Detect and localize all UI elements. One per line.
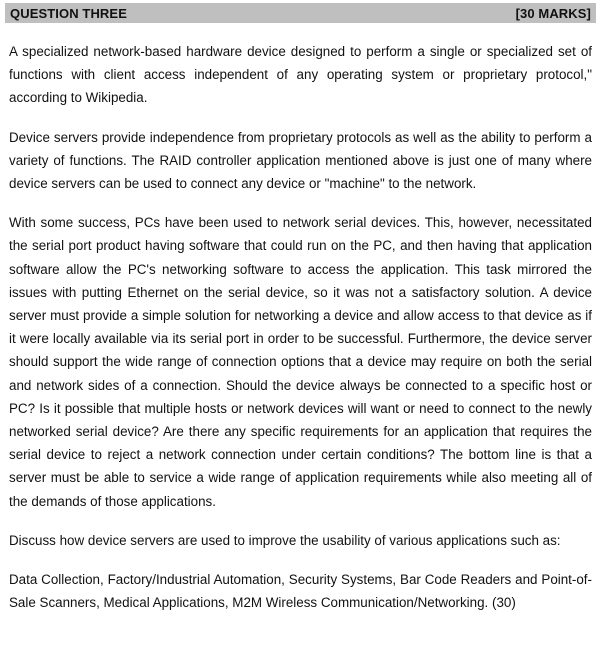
paragraph-independence: Device servers provide independence from proprietary protocols as well as the ability to perform a variety of functions. The RAID controller application mentioned above is just one of many where device servers can be used to connect any device or "machine" to the network. xyxy=(9,129,592,192)
paragraph-definition: A specialized network-based hardware device designed to perform a single or specialized set of functions with client access independent of any operating system or proprietary protocol," according to Wikipedia. xyxy=(9,44,592,106)
paragraph-discuss-prompt: Discuss how device servers are used to improve the usability of various applications such as: xyxy=(9,532,561,548)
paragraph-applications-list: Data Collection, Factory/Industrial Automation, Security Systems, Bar Code Readers and Point-of-Sale Scanners, Medical Applications, M2M Wireless Communication/Networking. (30) xyxy=(9,572,592,611)
question-header xyxy=(5,3,596,23)
question-marks: [30 MARKS] xyxy=(515,5,591,21)
paragraph-serial-devices: With some success, PCs have been used to network serial devices. This, however, necessitated the serial port product having software that could run on the PC, and then having that application software allow the PC's networking software to access the application. This task mirrored the issues with putting Ethernet on the serial device, so it was not a satisfactory solution. A device server must provide a simple solution for networking a device and allow access to that device as if it were locally available via its serial port in order to be successful. Furthermore, the device server should support the wide range of connection options that a device may require on both the serial and network sides of a connection. Should the device always be connected to a specific host or PC? Is it possible that multiple hosts or network devices will want or need to connect to the newly networked serial device? Are there any specific requirements for an application that requires the serial device to reject a network connection under certain conditions? The bottom line is that a server must be able to service a wide range of application requirements while also meeting all of the demands of those applications. xyxy=(9,215,592,509)
question-body xyxy=(5,40,596,614)
question-title: QUESTION THREE xyxy=(10,5,127,21)
